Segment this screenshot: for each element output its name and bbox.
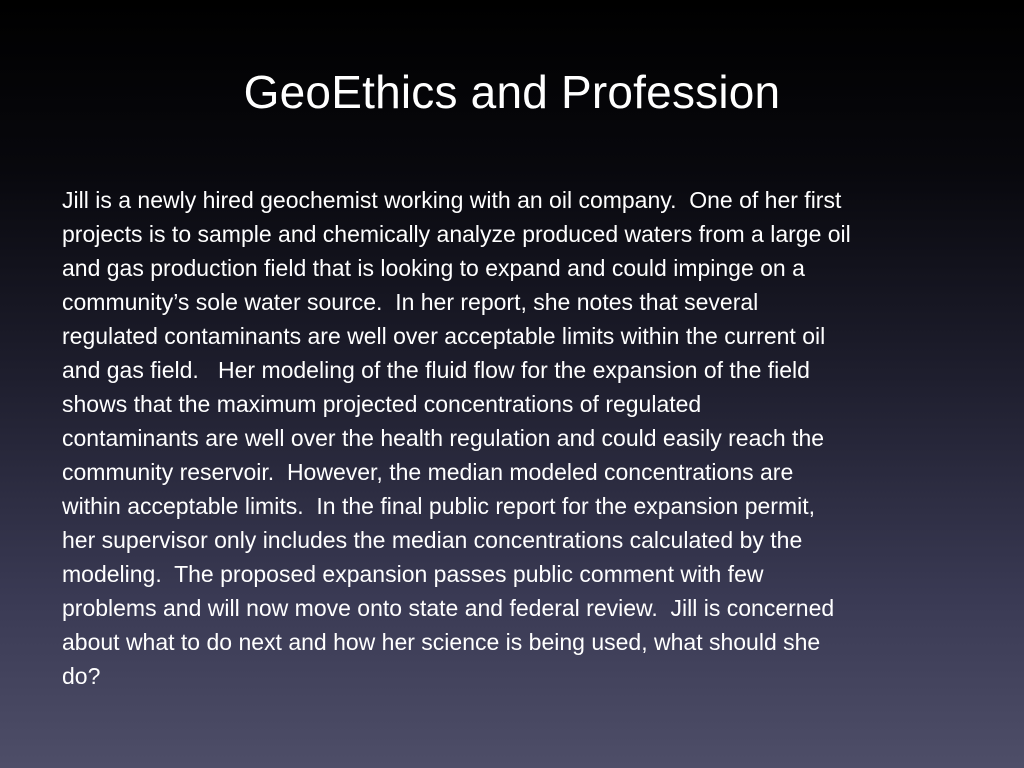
body-line: contaminants are well over the health regulation and could easily reach the	[62, 425, 825, 451]
body-line: community reservoir. However, the median modeled concentrations are	[62, 459, 794, 485]
body-line: community’s sole water source. In her report, she notes that several	[62, 289, 759, 315]
body-line: modeling. The proposed expansion passes public comment with few	[62, 561, 764, 587]
slide-body	[62, 183, 982, 693]
body-line: shows that the maximum projected concentrations of regulated	[62, 391, 702, 417]
slide-title: GeoEthics and Profession	[243, 66, 781, 118]
body-line: about what to do next and how her science is being used, what should she	[62, 629, 821, 655]
body-line: problems and will now move onto state and federal review. Jill is concerned	[62, 595, 835, 621]
body-line: Jill is a newly hired geochemist working with an oil company. One of her first	[62, 187, 842, 213]
body-line: regulated contaminants are well over acceptable limits within the current oil	[62, 323, 826, 349]
body-line: do?	[62, 663, 101, 689]
body-line: and gas field. Her modeling of the fluid flow for the expansion of the field	[62, 357, 810, 383]
body-line: projects is to sample and chemically analyze produced waters from a large oil	[62, 221, 851, 247]
body-line: within acceptable limits. In the final public report for the expansion permit,	[62, 493, 815, 519]
body-line: and gas production field that is looking to expand and could impinge on a	[62, 255, 805, 281]
body-line: her supervisor only includes the median concentrations calculated by the	[62, 527, 803, 553]
